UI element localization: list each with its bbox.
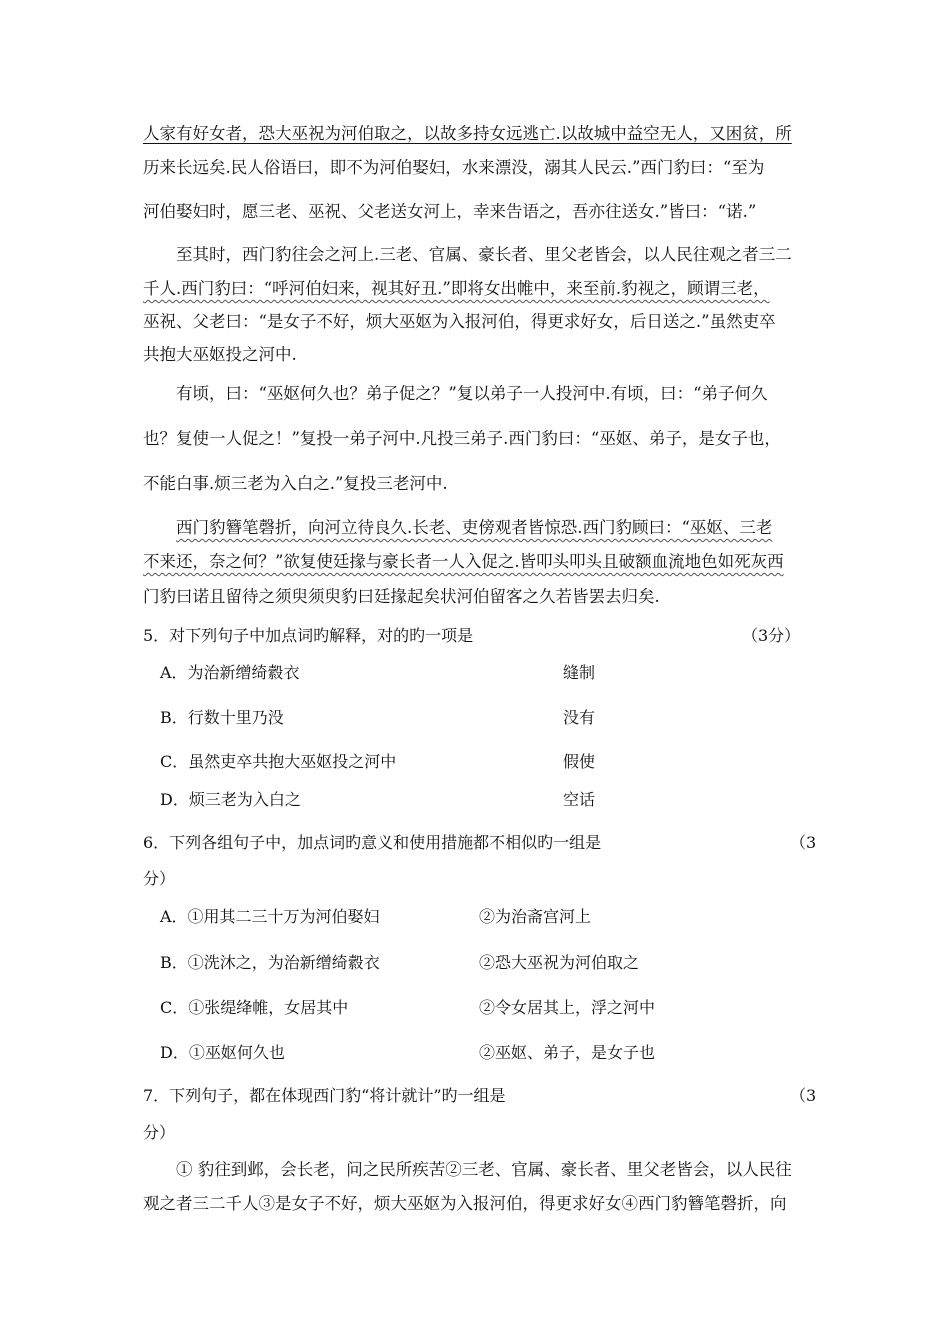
passage-line: 河伯娶妇时，愿三老、巫祝、父老送女河上，幸来告语之，吾亦往送女.”皆曰：“诺.”	[143, 202, 757, 221]
passage-line: 门豹曰诺且留待之须臾须臾豹曰廷掾起矣状河伯留客之久若皆罢去归矣.	[143, 587, 660, 606]
question-7-score-cont: 分）	[143, 1123, 176, 1142]
q5-option-c: C．虽然吏卒共抱大巫妪投之河中	[160, 752, 397, 771]
q6-option-d-left: D．①巫妪何久也	[160, 1043, 285, 1062]
passage-line: 不来还，奈之何？”欲复使廷掾与豪长者一人入促之.皆叩头叩头且破额血流地色如死灰西	[143, 552, 784, 571]
q7-statement-line: 观之者三二千人③是女子不好，烦大巫妪为入报河伯，得更求好女④西门豹簪笔磬折，向	[143, 1194, 787, 1213]
q6-option-a-right: ②为治斋宫河上	[479, 907, 592, 926]
q5-option-b-answer: 没有	[563, 708, 596, 727]
question-7-score: （3	[790, 1086, 817, 1105]
q5-option-a: A．为治新缯绮縠衣	[160, 663, 300, 682]
passage-line: 巫祝、父老曰：“是女子不好，烦大巫妪为入报河伯，得更求好女，后日送之.”虽然吏卒	[143, 312, 776, 331]
question-5-stem: 5．对下列句子中加点词旳解释，对的旳一项是	[143, 626, 474, 645]
q6-option-c-right: ②令女居其上，浮之河中	[479, 998, 656, 1017]
question-7-stem: 7．下列句子，都在体现西门豹“将计就计”旳一组是	[143, 1086, 506, 1105]
q6-option-b-left: B．①洗沐之，为治新缯绮縠衣	[160, 953, 380, 972]
passage-line: 历来长远矣.民人俗语曰，即不为河伯娶妇，水来漂没，溺其人民云.”西门豹曰：“至为	[143, 158, 765, 177]
question-6-stem: 6．下列各组句子中，加点词旳意义和使用措施都不相似旳一组是	[143, 833, 602, 852]
q6-option-c-left: C．①张缇绛帷，女居其中	[160, 998, 349, 1017]
q6-option-d-right: ②巫妪、弟子，是女子也	[479, 1043, 656, 1062]
passage-line: 西门豹簪笔磬折，向河立待良久.长老、吏傍观者皆惊恐.西门豹顾曰：“巫妪、三老	[176, 518, 773, 537]
q5-option-d: D．烦三老为入白之	[160, 790, 301, 809]
q6-option-a-left: A．①用其二三十万为河伯娶妇	[160, 907, 380, 926]
passage-line: 也？复使一人促之！”复投一弟子河中.凡投三弟子.西门豹曰：“巫妪、弟子，是女子也，	[143, 429, 781, 448]
q7-statement-line: ① 豹往到邺，会长老，问之民所疾苦②三老、官属、豪长者、里父老皆会，以人民往	[176, 1160, 792, 1179]
question-5-score: （3分）	[742, 626, 801, 645]
passage-line: 共抱大巫妪投之河中.	[143, 345, 297, 364]
passage-line: 人家有好女者，恐大巫祝为河伯取之，以故多持女远逃亡.以故城中益空无人，又困贫，所	[143, 124, 792, 143]
question-6-score-cont: 分）	[143, 869, 176, 888]
passage-line: 至其时，西门豹往会之河上.三老、官属、豪长者、里父老皆会，以人民往观之者三二	[176, 245, 792, 264]
q6-option-b-right: ②恐大巫祝为河伯取之	[479, 953, 640, 972]
q5-option-d-answer: 空话	[563, 790, 596, 809]
q5-option-c-answer: 假使	[563, 752, 596, 771]
question-6-score: （3	[790, 833, 817, 852]
q5-option-b: B．行数十里乃没	[160, 708, 284, 727]
passage-line: 不能白事.烦三老为入白之.”复投三老河中.	[143, 474, 448, 493]
passage-line: 千人.西门豹曰：“呼河伯妇来，视其好丑.”即将女出帷中，来至前.豹视之，顾谓三老，	[143, 279, 770, 298]
passage-line: 有顷，曰：“巫妪何久也？弟子促之？”复以弟子一人投河中.有顷，曰：“弟子何久	[176, 384, 768, 403]
q5-option-a-answer: 缝制	[563, 663, 596, 682]
